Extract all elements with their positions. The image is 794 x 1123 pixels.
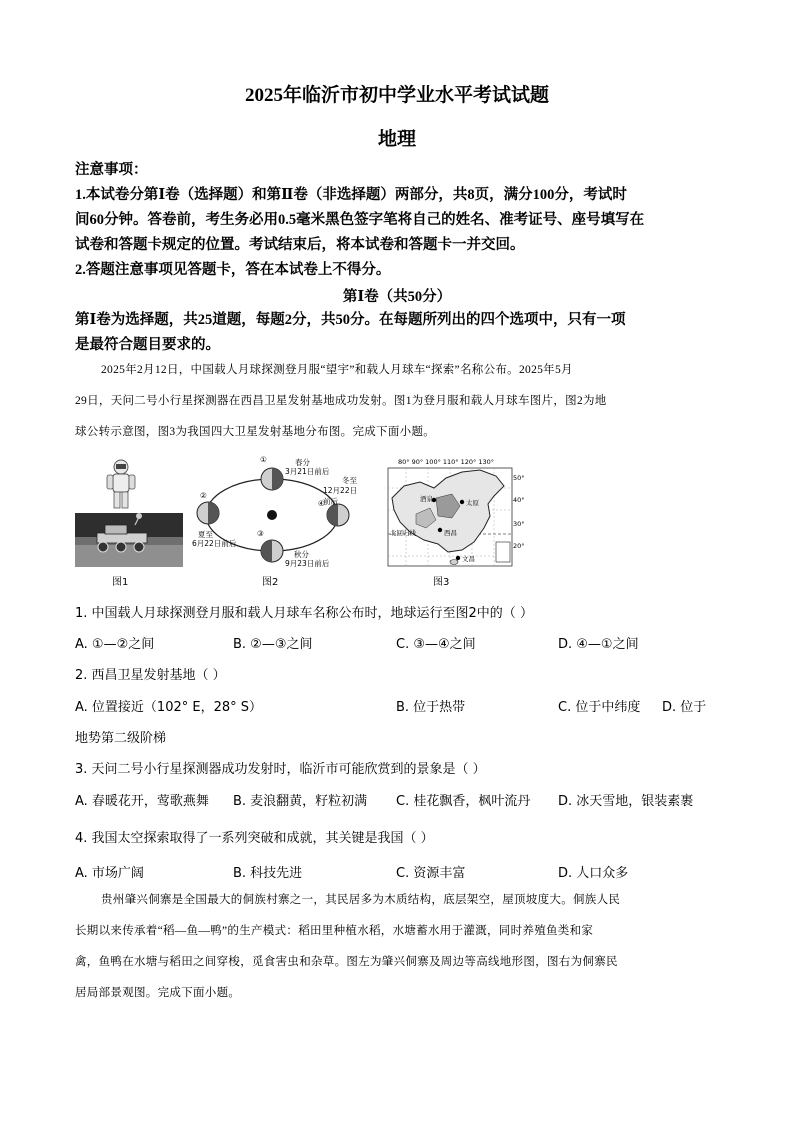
autumn-equinox-label: 秋分 xyxy=(294,550,309,559)
figure-3-caption: 图3 xyxy=(433,577,450,588)
question-3-option-d[interactable]: D. 冰天雪地，银装素裹 xyxy=(558,794,694,809)
figure-1-caption: 图1 xyxy=(112,577,129,588)
question-1-option-b[interactable]: B. ②—③之间 xyxy=(233,637,313,652)
xichang-label: 西昌 xyxy=(444,529,457,537)
passage-line: 球公转示意图，图3为我国四大卫星发射基地分布图。完成下面小题。 xyxy=(75,426,436,438)
instructions-line: 是最符合题目要求的。 xyxy=(75,337,220,353)
exam-title: 2025年临沂市初中学业水平考试试题 xyxy=(244,85,549,106)
figure-1 xyxy=(75,455,183,567)
position-3-label: ③ xyxy=(257,529,264,538)
passage-line: 29日，天问二号小行星探测器在西昌卫星发射基地成功发射。图1为登月服和载人月球车图片，图2为地 xyxy=(75,395,607,407)
question-2-option-b[interactable]: B. 位于热带 xyxy=(396,700,466,715)
winter-solstice-label: 冬至 xyxy=(342,476,357,485)
figure-2-caption: 图2 xyxy=(262,577,279,588)
passage-line: 居局部景观图。完成下面小题。 xyxy=(75,987,241,999)
notes-line: 间60分钟。答卷前，考生务必用0.5毫米黑色签字笔将自己的姓名、准考证号、座号填写在 xyxy=(75,212,645,228)
figure-2 xyxy=(192,455,364,575)
section-instructions xyxy=(75,308,723,358)
position-2-label: ② xyxy=(200,491,207,500)
winter-solstice-date: 12月22日前后 xyxy=(323,486,358,506)
taiyuan-label: 太原 xyxy=(466,499,479,507)
notes-line: 试卷和答题卡规定的位置。考试结束后，将本试卷和答题卡一并交回。 xyxy=(75,237,525,253)
question-1-stem: 1. 中国载人月球探测登月服和载人月球车名称公布时，地球运行至图2中的（ ） xyxy=(75,606,533,621)
passage-line: 贵州肇兴侗寨是全国最大的侗族村寨之一，其民居多为木质结构，底层架空，屋顶坡度大。侗族人民 xyxy=(101,894,621,906)
passage-line: 2025年2月12日，中国载人月球探测登月服“望宇”和载人月球车“探索”名称公布。2025年5月 xyxy=(101,364,573,376)
subject-title: 地理 xyxy=(377,129,416,150)
question-2-option-d-continued[interactable]: 地势第二级阶梯 xyxy=(75,731,167,746)
question-3-option-a[interactable]: A. 春暖花开，莺歌燕舞 xyxy=(75,794,209,809)
notes-heading: 注意事项： xyxy=(75,162,148,178)
longitude-labels: 80° 90° 100° 110° 120° 130° xyxy=(398,458,494,466)
notes-line: 2.答题注意事项见答题卡，答在本试卷上不得分。 xyxy=(75,262,391,278)
passage-1 xyxy=(75,355,723,448)
launch-sites-map xyxy=(376,458,526,570)
section-title: 第Ⅰ卷（共50分） xyxy=(342,289,452,305)
position-1-label: ① xyxy=(260,455,267,464)
question-3-stem: 3. 天问二号小行星探测器成功发射时，临沂市可能欣赏到的景象是（ ） xyxy=(75,762,486,777)
question-3-option-b[interactable]: B. 麦浪翻黄，籽粒初满 xyxy=(233,794,368,809)
jiuquan-label: 酒泉 xyxy=(420,495,433,503)
summer-solstice-date: 6月22日前后 xyxy=(192,539,237,548)
lat-20-label: 20° xyxy=(513,542,525,550)
notes-line: 1.本试卷分第Ⅰ卷（选择题）和第Ⅱ卷（非选择题）两部分，共8页，满分100分，考试时 xyxy=(75,187,627,203)
summer-solstice-label: 夏至 xyxy=(198,530,213,539)
tropic-of-cancer-label: 北回归线 xyxy=(390,529,416,537)
figure-3 xyxy=(376,458,526,570)
spring-equinox-date: 3月21日前后 xyxy=(285,467,330,476)
wenchang-label: 文昌 xyxy=(462,555,475,563)
position-4-label: ④ xyxy=(318,499,325,508)
question-2-option-c[interactable]: C. 位于中纬度 xyxy=(558,700,641,715)
instructions-line: 第Ⅰ卷为选择题，共25道题，每题2分，共50分。在每题所列出的四个选项中，只有一项 xyxy=(75,312,626,328)
lat-50-label: 50° xyxy=(513,474,525,482)
question-4-option-d[interactable]: D. 人口众多 xyxy=(558,866,629,881)
question-4-option-a[interactable]: A. 市场广阔 xyxy=(75,866,144,881)
passage-2 xyxy=(75,885,723,1009)
spacesuit-rover-image xyxy=(75,455,183,567)
question-1-option-a[interactable]: A. ①—②之间 xyxy=(75,637,155,652)
question-2-option-d[interactable]: D. 位于 xyxy=(662,700,707,715)
notes-block xyxy=(75,158,723,283)
autumn-equinox-date: 9月23日前后 xyxy=(285,559,330,568)
question-3-option-c[interactable]: C. 桂花飘香，枫叶流丹 xyxy=(396,794,531,809)
lat-40-label: 40° xyxy=(513,496,525,504)
passage-line: 禽，鱼鸭在水塘与稻田之间穿梭，觅食害虫和杂草。图左为肇兴侗寨及周边等高线地形图，图右为侗寨民 xyxy=(75,956,618,968)
spring-equinox-label: 春分 xyxy=(295,458,310,467)
question-1-option-c[interactable]: C. ③—④之间 xyxy=(396,637,476,652)
passage-line: 长期以来传承着“稻—鱼—鸭”的生产模式：稻田里种植水稻，水塘蓄水用于灌溉，同时养殖鱼类和家 xyxy=(75,925,594,937)
question-4-stem: 4. 我国太空探索取得了一系列突破和成就，其关键是我国（ ） xyxy=(75,831,434,846)
question-2-stem: 2. 西昌卫星发射基地（ ） xyxy=(75,668,226,683)
earth-revolution-diagram xyxy=(192,455,364,575)
lat-30-label: 30° xyxy=(513,520,525,528)
question-2-option-a[interactable]: A. 位置接近（102° E，28° S） xyxy=(75,700,263,715)
question-1-option-d[interactable]: D. ④—①之间 xyxy=(558,637,639,652)
question-4-option-c[interactable]: C. 资源丰富 xyxy=(396,866,466,881)
question-4-option-b[interactable]: B. 科技先进 xyxy=(233,866,303,881)
